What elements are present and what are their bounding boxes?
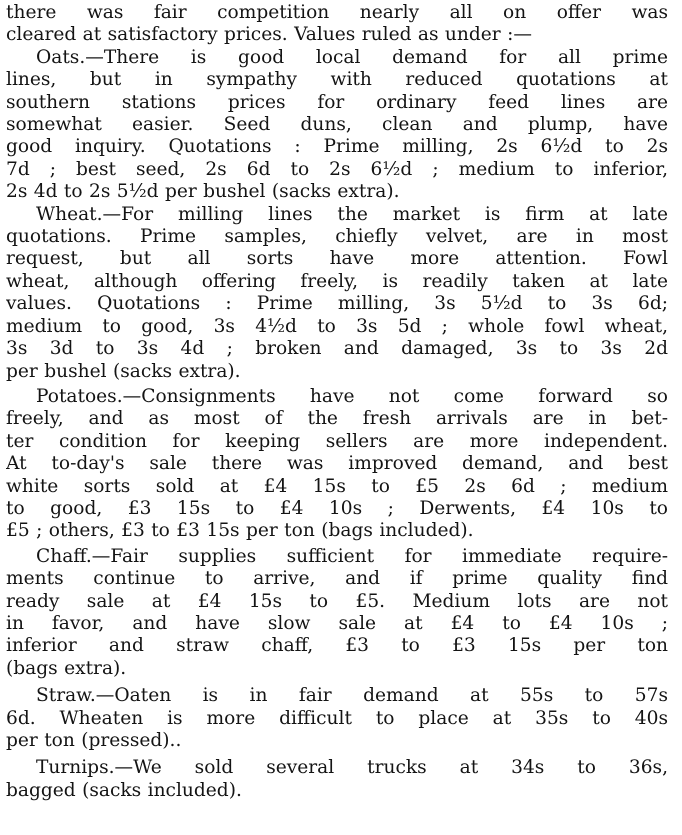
text-line: cleared at satisfactory prices. Values ruled as under :— — [6, 24, 532, 46]
text-line: white sorts sold at £4 15s to £5 2s 6d ; medium — [6, 475, 668, 497]
text-line: values. Quotations : Prime milling, 3s 5½d to 3s 6d; — [6, 293, 668, 315]
paragraph-straw — [6, 685, 668, 752]
text-line: £5 ; others, £3 to £3 15s per ton (bags included). — [6, 520, 474, 542]
paragraph-intro — [6, 2, 668, 47]
text-line: wheat, although offering freely, is readily taken at late — [6, 270, 668, 292]
text-line: Oats.—There is good local demand for all prime — [36, 46, 668, 68]
text-line: 7d ; best seed, 2s 6d to 2s 6½d ; medium to inferior, — [6, 158, 668, 180]
text-line: quotations. Prime samples, chiefly velvet, are in most — [6, 226, 668, 248]
text-line: At to-day's sale there was improved demand, and best — [6, 453, 668, 475]
text-line: Turnips.—We sold several trucks at 34s to 36s, — [36, 757, 668, 779]
text-line: ready sale at £4 15s to £5. Medium lots are not — [6, 590, 668, 612]
paragraph-turnips — [6, 757, 668, 802]
text-line: 3s 3d to 3s 4d ; broken and damaged, 3s to 3s 2d — [6, 338, 668, 360]
text-line: Chaff.—Fair supplies sufficient for immediate require- — [36, 545, 668, 567]
text-line: 2s 4d to 2s 5½d per bushel (sacks extra). — [6, 181, 400, 203]
text-line: per bushel (sacks extra). — [6, 360, 241, 382]
text-line: Potatoes.—Consignments have not come forward so — [36, 385, 668, 407]
paragraph-wheat — [6, 204, 668, 383]
text-line: bagged (sacks included). — [6, 779, 242, 801]
text-line: request, but all sorts have more attention. Fowl — [6, 248, 668, 270]
text-line: medium to good, 3s 4½d to 3s 5d ; whole fowl wheat, — [6, 315, 668, 337]
text-line: per ton (pressed).. — [6, 730, 182, 751]
text-line: to good, £3 15s to £4 10s ; Derwents, £4 10s to — [6, 497, 668, 519]
text-line: Wheat.—For milling lines the market is firm at late — [36, 203, 668, 225]
text-line: lines, but in sympathy with reduced quotations at — [6, 69, 668, 91]
text-line: inferior and straw chaff, £3 to £3 15s per ton — [6, 635, 668, 657]
text-line: ments continue to arrive, and if prime quality find — [6, 568, 668, 590]
text-line: there was fair competition nearly all on offer was — [6, 2, 668, 23]
paragraph-oats — [6, 47, 668, 204]
paragraph-potatoes — [6, 386, 668, 543]
text-line: good inquiry. Quotations : Prime milling, 2s 6½d to 2s — [6, 136, 668, 158]
text-line: southern stations prices for ordinary feed lines are — [6, 91, 668, 113]
text-line: (bags extra). — [6, 657, 127, 679]
text-line: in favor, and have slow sale at £4 to £4 10s ; — [6, 612, 668, 634]
text-line: ter condition for keeping sellers are more independent. — [6, 430, 668, 452]
text-line: Straw.—Oaten is in fair demand at 55s to 57s — [36, 685, 668, 707]
text-line: somewhat easier. Seed duns, clean and plump, have — [6, 114, 668, 136]
text-line: freely, and as most of the fresh arrivals are in bet- — [6, 408, 668, 430]
paragraph-chaff — [6, 546, 668, 680]
text-line: 6d. Wheaten is more difficult to place at 35s to 40s — [6, 707, 668, 729]
